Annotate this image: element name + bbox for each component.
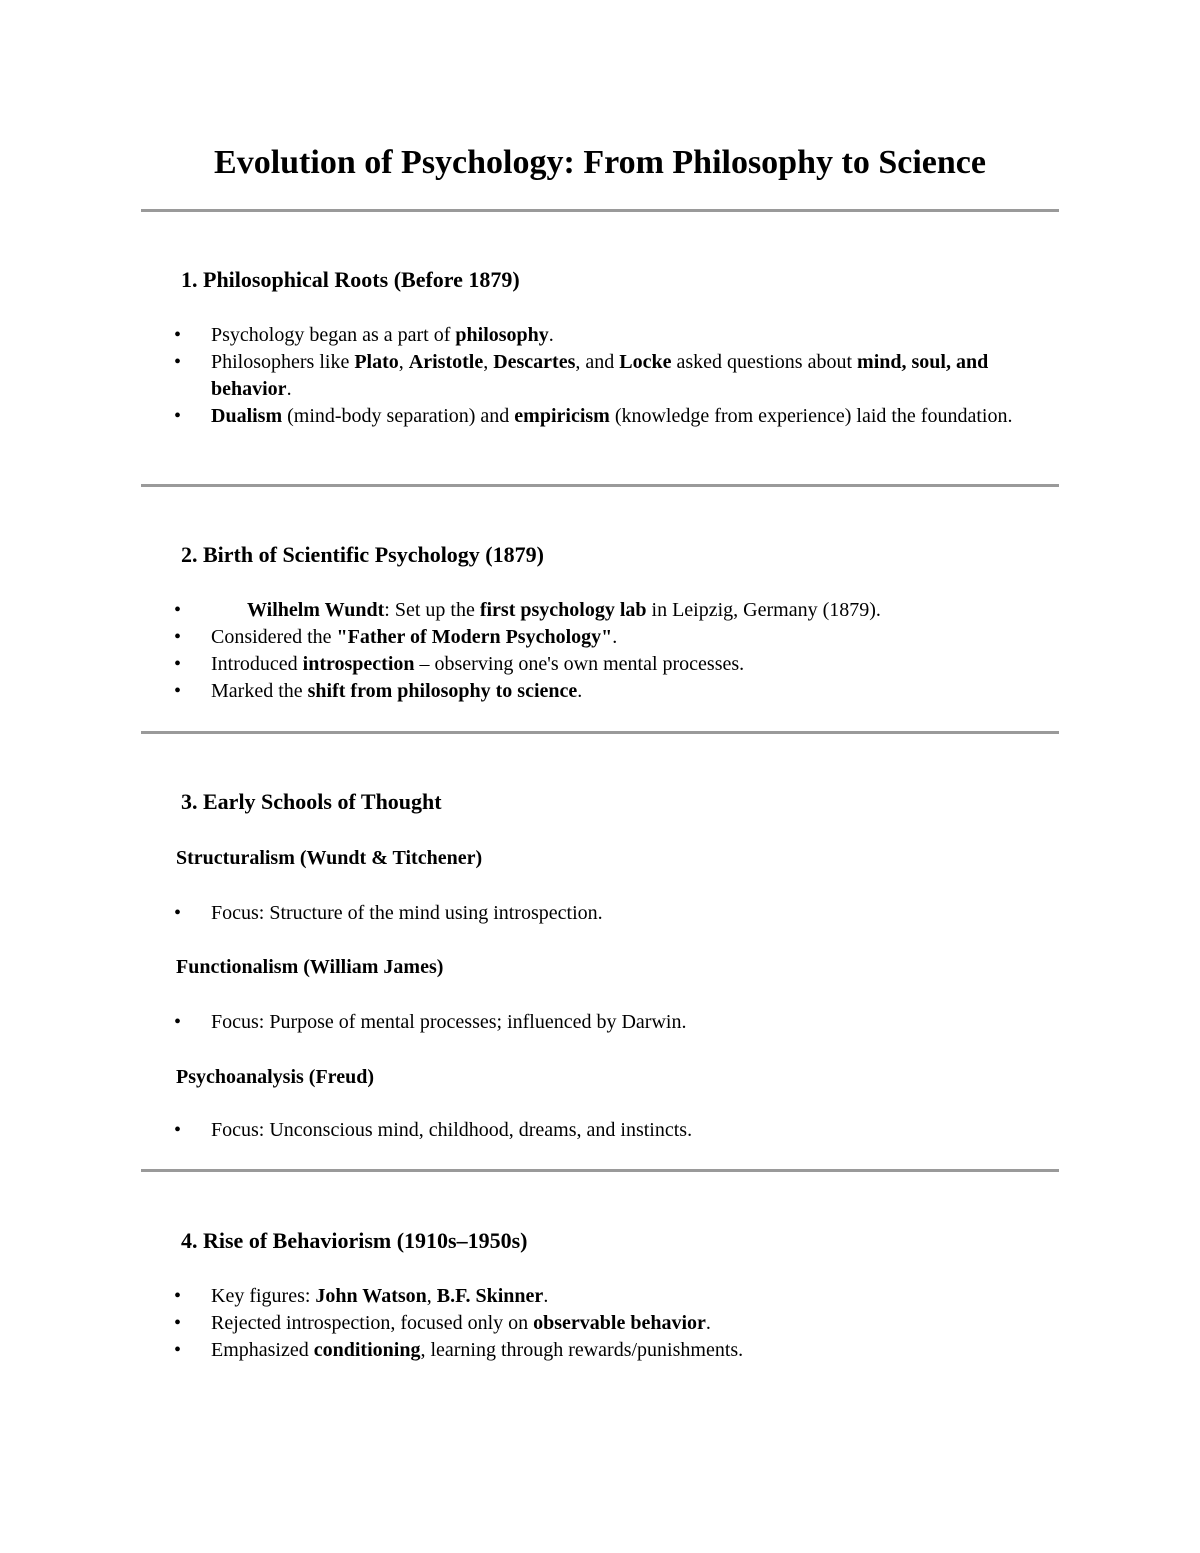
text-run: in Leipzig, Germany (1879). bbox=[646, 599, 881, 621]
section-heading: 2. Birth of Scientific Psychology (1879) bbox=[181, 542, 544, 567]
list-item bbox=[0, 322, 1051, 349]
text-run: Focus: Unconscious mind, childhood, dreams, and instincts. bbox=[211, 1119, 693, 1141]
text-run: Philosophers like bbox=[211, 351, 355, 373]
text-run: Focus: Purpose of mental processes; influenced by Darwin. bbox=[211, 1011, 687, 1033]
text-run: Key figures: bbox=[211, 1285, 316, 1307]
text-run: Rejected introspection, focused only on bbox=[211, 1312, 534, 1334]
list-item bbox=[0, 1337, 1051, 1364]
text-run: Introduced bbox=[211, 653, 303, 675]
divider bbox=[141, 209, 1059, 212]
bold-text: Plato bbox=[354, 351, 399, 373]
text-run: : Set up the bbox=[384, 599, 480, 621]
bold-text: philosophy bbox=[455, 324, 549, 346]
text-run: . bbox=[612, 626, 618, 648]
bold-text: introspection bbox=[302, 653, 415, 675]
indent-spacer bbox=[211, 599, 247, 621]
list-item bbox=[0, 403, 1051, 430]
text-run: (mind-body separation) and bbox=[282, 405, 515, 427]
bullet-list bbox=[0, 1009, 1200, 1036]
text-run: , bbox=[483, 351, 494, 373]
list-item bbox=[0, 624, 1051, 651]
bold-text: conditioning bbox=[313, 1339, 421, 1361]
text-run: , learning through rewards/punishments. bbox=[420, 1339, 744, 1361]
document-title: Evolution of Psychology: From Philosophy to Science bbox=[214, 144, 986, 181]
bold-text: empiricism bbox=[514, 405, 610, 427]
text-run: . bbox=[548, 324, 554, 346]
section-heading: 4. Rise of Behaviorism (1910s–1950s) bbox=[181, 1228, 528, 1253]
bold-text: John Watson bbox=[315, 1285, 427, 1307]
text-run: , and bbox=[575, 351, 620, 373]
list-item bbox=[0, 651, 1051, 678]
bold-text: mind, soul, and behavior bbox=[211, 351, 989, 400]
school-heading: Functionalism (William James) bbox=[176, 956, 444, 978]
list-item bbox=[0, 1117, 1051, 1144]
text-run: asked questions about bbox=[671, 351, 858, 373]
text-run: Marked the bbox=[211, 680, 308, 702]
text-run: Focus: Structure of the mind using introspection. bbox=[211, 902, 603, 924]
bullet-list bbox=[0, 1117, 1200, 1144]
school-heading: Psychoanalysis (Freud) bbox=[176, 1066, 374, 1088]
text-run: , bbox=[426, 1285, 437, 1307]
text-run: (knowledge from experience) laid the foundation. bbox=[609, 405, 1013, 427]
bold-text: Descartes bbox=[493, 351, 576, 373]
list-item bbox=[0, 597, 1051, 624]
divider bbox=[141, 731, 1059, 734]
bold-text: B.F. Skinner bbox=[436, 1285, 544, 1307]
text-run: , bbox=[398, 351, 409, 373]
text-run: . bbox=[543, 1285, 549, 1307]
text-run: . bbox=[705, 1312, 711, 1334]
list-item bbox=[0, 349, 1051, 403]
bold-text: Wilhelm Wundt bbox=[247, 599, 385, 621]
list-item bbox=[0, 1310, 1051, 1337]
bold-text: shift from philosophy to science bbox=[307, 680, 578, 702]
text-run: Psychology began as a part of bbox=[211, 324, 456, 346]
text-run: Considered the bbox=[211, 626, 337, 648]
divider bbox=[141, 484, 1059, 487]
bold-text: Aristotle bbox=[408, 351, 484, 373]
list-item bbox=[0, 1283, 1051, 1310]
divider bbox=[141, 1169, 1059, 1172]
section-heading: 3. Early Schools of Thought bbox=[181, 789, 442, 814]
text-run: – observing one's own mental processes. bbox=[414, 653, 745, 675]
text-run: . bbox=[577, 680, 583, 702]
bold-text: Locke bbox=[619, 351, 672, 373]
text-run: . bbox=[286, 378, 292, 400]
list-item bbox=[0, 1009, 1051, 1036]
list-item bbox=[0, 900, 1051, 927]
bullet-list bbox=[0, 900, 1200, 927]
bullet-list bbox=[0, 1283, 1200, 1364]
text-run: Emphasized bbox=[211, 1339, 314, 1361]
bold-text: "Father of Modern Psychology" bbox=[336, 626, 613, 648]
bold-text: observable behavior bbox=[533, 1312, 706, 1334]
school-heading: Structuralism (Wundt & Titchener) bbox=[176, 847, 483, 869]
section-heading: 1. Philosophical Roots (Before 1879) bbox=[181, 267, 520, 292]
bold-text: Dualism bbox=[211, 405, 283, 427]
list-item bbox=[0, 678, 1051, 705]
bullet-list bbox=[0, 597, 1200, 705]
bold-text: first psychology lab bbox=[479, 599, 647, 621]
bullet-list bbox=[0, 322, 1200, 430]
